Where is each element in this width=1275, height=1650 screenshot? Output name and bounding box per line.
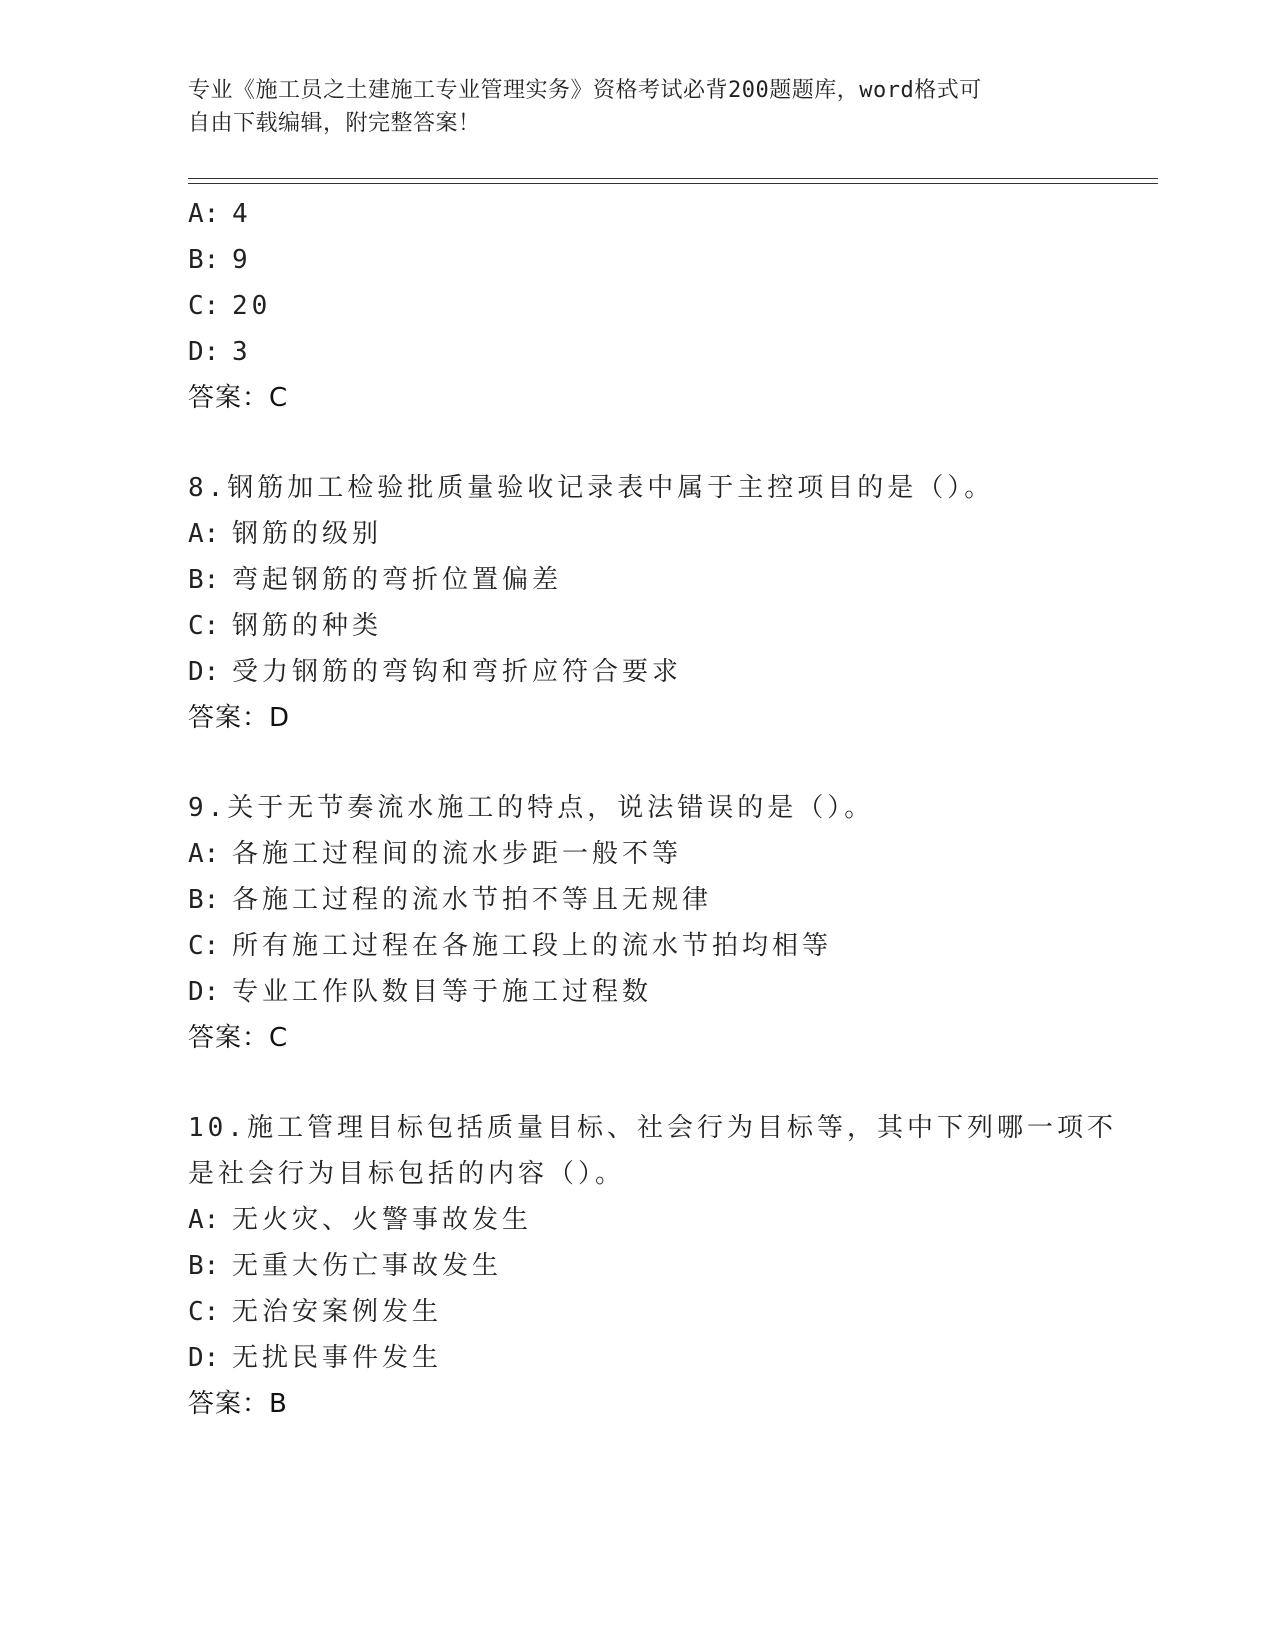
question-9 <box>188 785 1168 1061</box>
answer-line: 答案：B <box>188 1389 288 1419</box>
question-text: 8.钢筋加工检验批质量验收记录表中属于主控项目的是（）。 <box>188 473 995 503</box>
spacer <box>188 421 1168 465</box>
option-b <box>188 237 1168 283</box>
option-label: A: <box>188 1205 220 1235</box>
option-label: C: <box>188 291 220 321</box>
option-text: 弯起钢筋的弯折位置偏差 <box>232 565 563 595</box>
option-label: D: <box>188 337 220 367</box>
option-label: B: <box>188 565 220 595</box>
option-d <box>188 649 1168 695</box>
option-a <box>188 511 1168 557</box>
option-label: B: <box>188 885 220 915</box>
answer-line: 答案：C <box>188 383 289 413</box>
option-label: C: <box>188 611 220 641</box>
question-text: 9.关于无节奏流水施工的特点，说法错误的是（）。 <box>188 793 875 823</box>
option-d <box>188 969 1168 1015</box>
option-label: A: <box>188 519 220 549</box>
option-label: B: <box>188 1251 220 1281</box>
option-c <box>188 283 1168 329</box>
option-label: A: <box>188 839 220 869</box>
option-text: 无火灾、火警事故发生 <box>232 1205 533 1235</box>
question-text-line-1: 10.施工管理目标包括质量目标、社会行为目标等，其中下列哪一项不 <box>188 1113 1117 1143</box>
header-title-line-2: 自由下载编辑，附完整答案！ <box>188 111 481 136</box>
option-label: C: <box>188 1297 220 1327</box>
option-text: 所有施工过程在各施工段上的流水节拍均相等 <box>232 931 833 961</box>
question-text-line-2: 是社会行为目标包括的内容（）。 <box>188 1159 626 1189</box>
option-text: 各施工过程的流水节拍不等且无规律 <box>232 885 713 915</box>
option-text: 4 <box>232 199 252 229</box>
option-label: A: <box>188 199 220 229</box>
option-label: C: <box>188 931 220 961</box>
option-text: 钢筋的种类 <box>232 611 383 641</box>
option-c <box>188 1289 1168 1335</box>
option-c <box>188 923 1168 969</box>
option-label: D: <box>188 977 220 1007</box>
option-a <box>188 831 1168 877</box>
answer-line: 答案：C <box>188 1023 289 1053</box>
option-label: D: <box>188 1343 220 1373</box>
option-label: D: <box>188 657 220 687</box>
spacer <box>188 741 1168 785</box>
option-text: 受力钢筋的弯钩和弯折应符合要求 <box>232 657 683 687</box>
option-c <box>188 603 1168 649</box>
option-label: B: <box>188 245 220 275</box>
question-list <box>188 191 1168 1427</box>
option-a <box>188 1197 1168 1243</box>
option-text: 9 <box>232 245 252 275</box>
page-header <box>188 74 1088 140</box>
answer-line: 答案：D <box>188 703 291 733</box>
option-text: 20 <box>232 291 272 321</box>
option-text: 各施工过程间的流水步距一般不等 <box>232 839 683 869</box>
option-text: 无扰民事件发生 <box>232 1343 443 1373</box>
header-divider-bottom <box>188 183 1158 184</box>
option-b <box>188 1243 1168 1289</box>
option-b <box>188 557 1168 603</box>
option-text: 钢筋的级别 <box>232 519 383 549</box>
question-8 <box>188 465 1168 741</box>
option-text: 无重大伤亡事故发生 <box>232 1251 503 1281</box>
option-a <box>188 191 1168 237</box>
option-d <box>188 329 1168 375</box>
option-b <box>188 877 1168 923</box>
option-text: 3 <box>232 337 252 367</box>
option-d <box>188 1335 1168 1381</box>
option-text: 专业工作队数目等于施工过程数 <box>232 977 653 1007</box>
spacer <box>188 1061 1168 1105</box>
header-title-line-1: 专业《施工员之土建施工专业管理实务》资格考试必背200题题库，word格式可 <box>188 78 982 103</box>
header-divider-top <box>188 178 1158 179</box>
question-7 <box>188 191 1168 421</box>
question-10 <box>188 1105 1168 1427</box>
option-text: 无治安案例发生 <box>232 1297 443 1327</box>
